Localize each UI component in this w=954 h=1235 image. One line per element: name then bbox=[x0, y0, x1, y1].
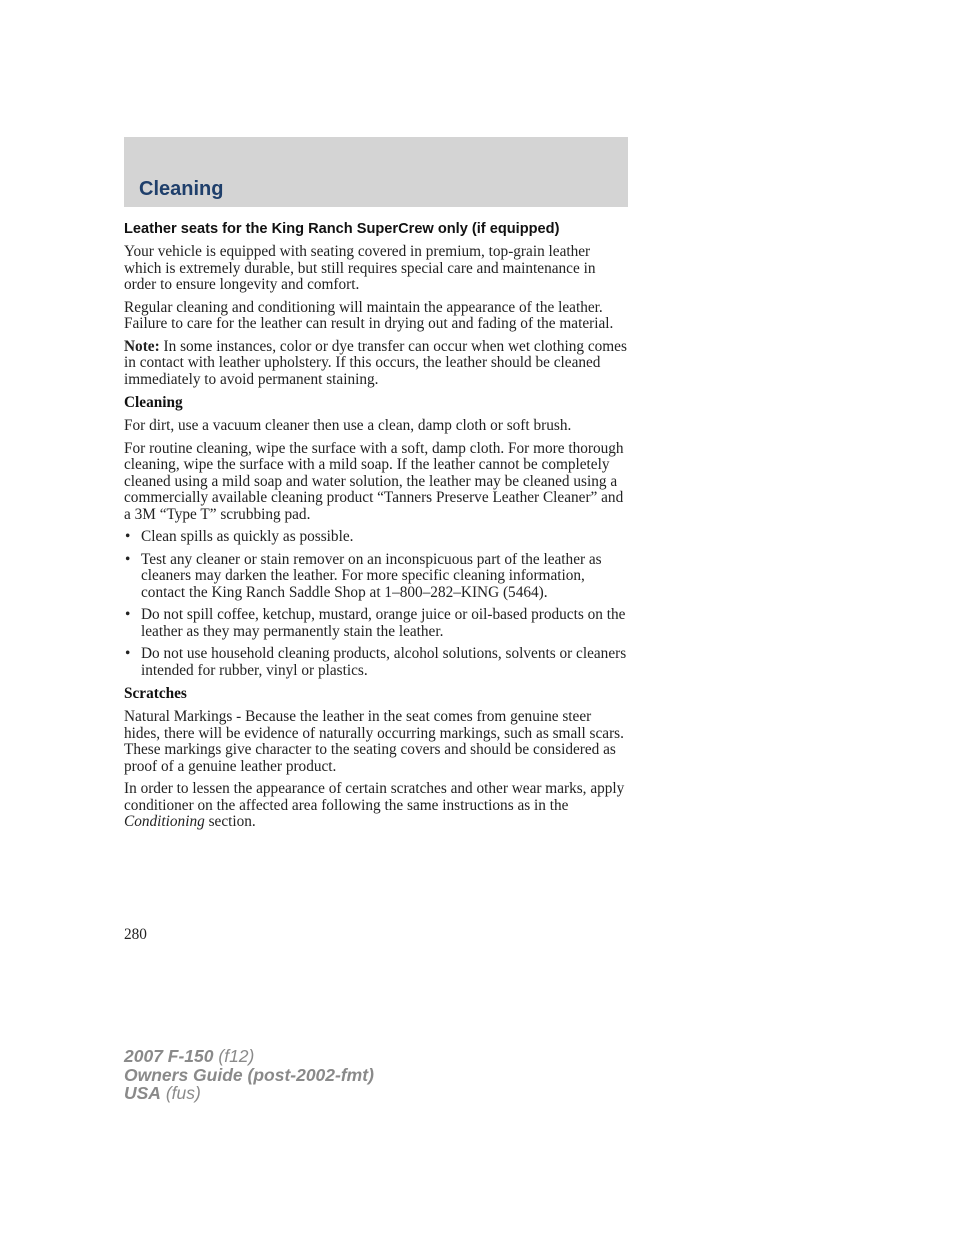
note-label: Note: bbox=[124, 337, 160, 355]
footer-model-code: (f12) bbox=[213, 1046, 255, 1066]
list-item bbox=[124, 529, 628, 546]
scratches-text-end: section. bbox=[204, 813, 256, 830]
bullet-icon: • bbox=[125, 645, 131, 662]
list-item bbox=[124, 552, 628, 602]
intro-paragraph: Your vehicle is equipped with seating covered in premium, top-grain leather which is extremely durable, but still requires special care and maintenance in order to ensure longevity and comfort. bbox=[124, 243, 596, 293]
list-item bbox=[124, 607, 628, 640]
bullet-icon: • bbox=[125, 606, 131, 623]
note-text: In some instances, color or dye transfer can occur when wet clothing comes in contact with leather upholstery. If this occurs, the leather should be cleaned immediately to avoid permanent staining. bbox=[124, 337, 627, 388]
cleaning-bullet-list bbox=[124, 529, 628, 679]
leather-seats-heading: Leather seats for the King Ranch SuperCrew only (if equipped) bbox=[124, 221, 560, 237]
list-item-text: Clean spills as quickly as possible. bbox=[141, 528, 354, 545]
section-header-band bbox=[124, 137, 628, 207]
page-number: 280 bbox=[124, 926, 147, 943]
footer-model: 2007 F-150 bbox=[124, 1046, 214, 1066]
bullet-icon: • bbox=[125, 528, 131, 545]
section-title: Cleaning bbox=[139, 178, 224, 200]
list-item bbox=[124, 646, 628, 679]
conditioning-paragraph: Regular cleaning and conditioning will maintain the appearance of the leather. Failure to care for the leather can result in drying out and fading of the material. bbox=[124, 298, 614, 332]
list-item-text: Do not spill coffee, ketchup, mustard, orange juice or oil-based products on the leather as they may permanently stain the leather. bbox=[141, 606, 626, 640]
list-item-text: Do not use household cleaning products, alcohol solutions, solvents or cleaners intended for rubber, vinyl or plastics. bbox=[141, 645, 627, 679]
footer-line-3 bbox=[124, 1084, 374, 1103]
footer-line-1 bbox=[124, 1047, 374, 1066]
bullet-icon: • bbox=[125, 550, 131, 568]
scratches-paragraph-2 bbox=[124, 781, 628, 831]
document-footer bbox=[124, 1047, 374, 1103]
cleaning-heading: Cleaning bbox=[124, 394, 183, 411]
cleaning-paragraph-2: For routine cleaning, wipe the surface with a soft, damp cloth. For more thorough cleaning, wipe the surface with a mild soap. If the leather cannot be completely cleaned using a mild soap and water solution, the leather may be cleaned using a commercially available cleaning product “Tanners Preserve Leather Cleaner” and a 3M “Type T” scrubbing pad. bbox=[124, 439, 624, 523]
footer-line-2 bbox=[124, 1066, 374, 1085]
conditioning-reference: Conditioning bbox=[124, 813, 205, 830]
footer-guide: Owners Guide (post-2002-fmt) bbox=[124, 1064, 374, 1085]
page-content bbox=[124, 220, 628, 837]
scratches-heading: Scratches bbox=[124, 685, 187, 702]
list-item-text: Test any cleaner or stain remover on an inconspicuous part of the leather as cleaners may darken the leather. For more specific cleaning information, contact the King Ranch Saddle Shop at 1–800–282–KING (5464). bbox=[141, 550, 602, 601]
scratches-paragraph-1: Natural Markings - Because the leather in the seat comes from genuine steer hides, there will be evidence of naturally occurring markings, such as small scars. These markings give character to the seating covers and should be considered as proof of a genuine leather product. bbox=[124, 708, 624, 775]
scratches-text: In order to lessen the appearance of certain scratches and other wear marks, apply conditioner on the affected area following the same instructions as in the bbox=[124, 780, 625, 814]
note-paragraph bbox=[124, 339, 628, 389]
footer-market-code: (fus) bbox=[160, 1083, 201, 1104]
cleaning-paragraph-1: For dirt, use a vacuum cleaner then use a clean, damp cloth or soft brush. bbox=[124, 417, 572, 434]
footer-market: USA bbox=[124, 1083, 161, 1104]
